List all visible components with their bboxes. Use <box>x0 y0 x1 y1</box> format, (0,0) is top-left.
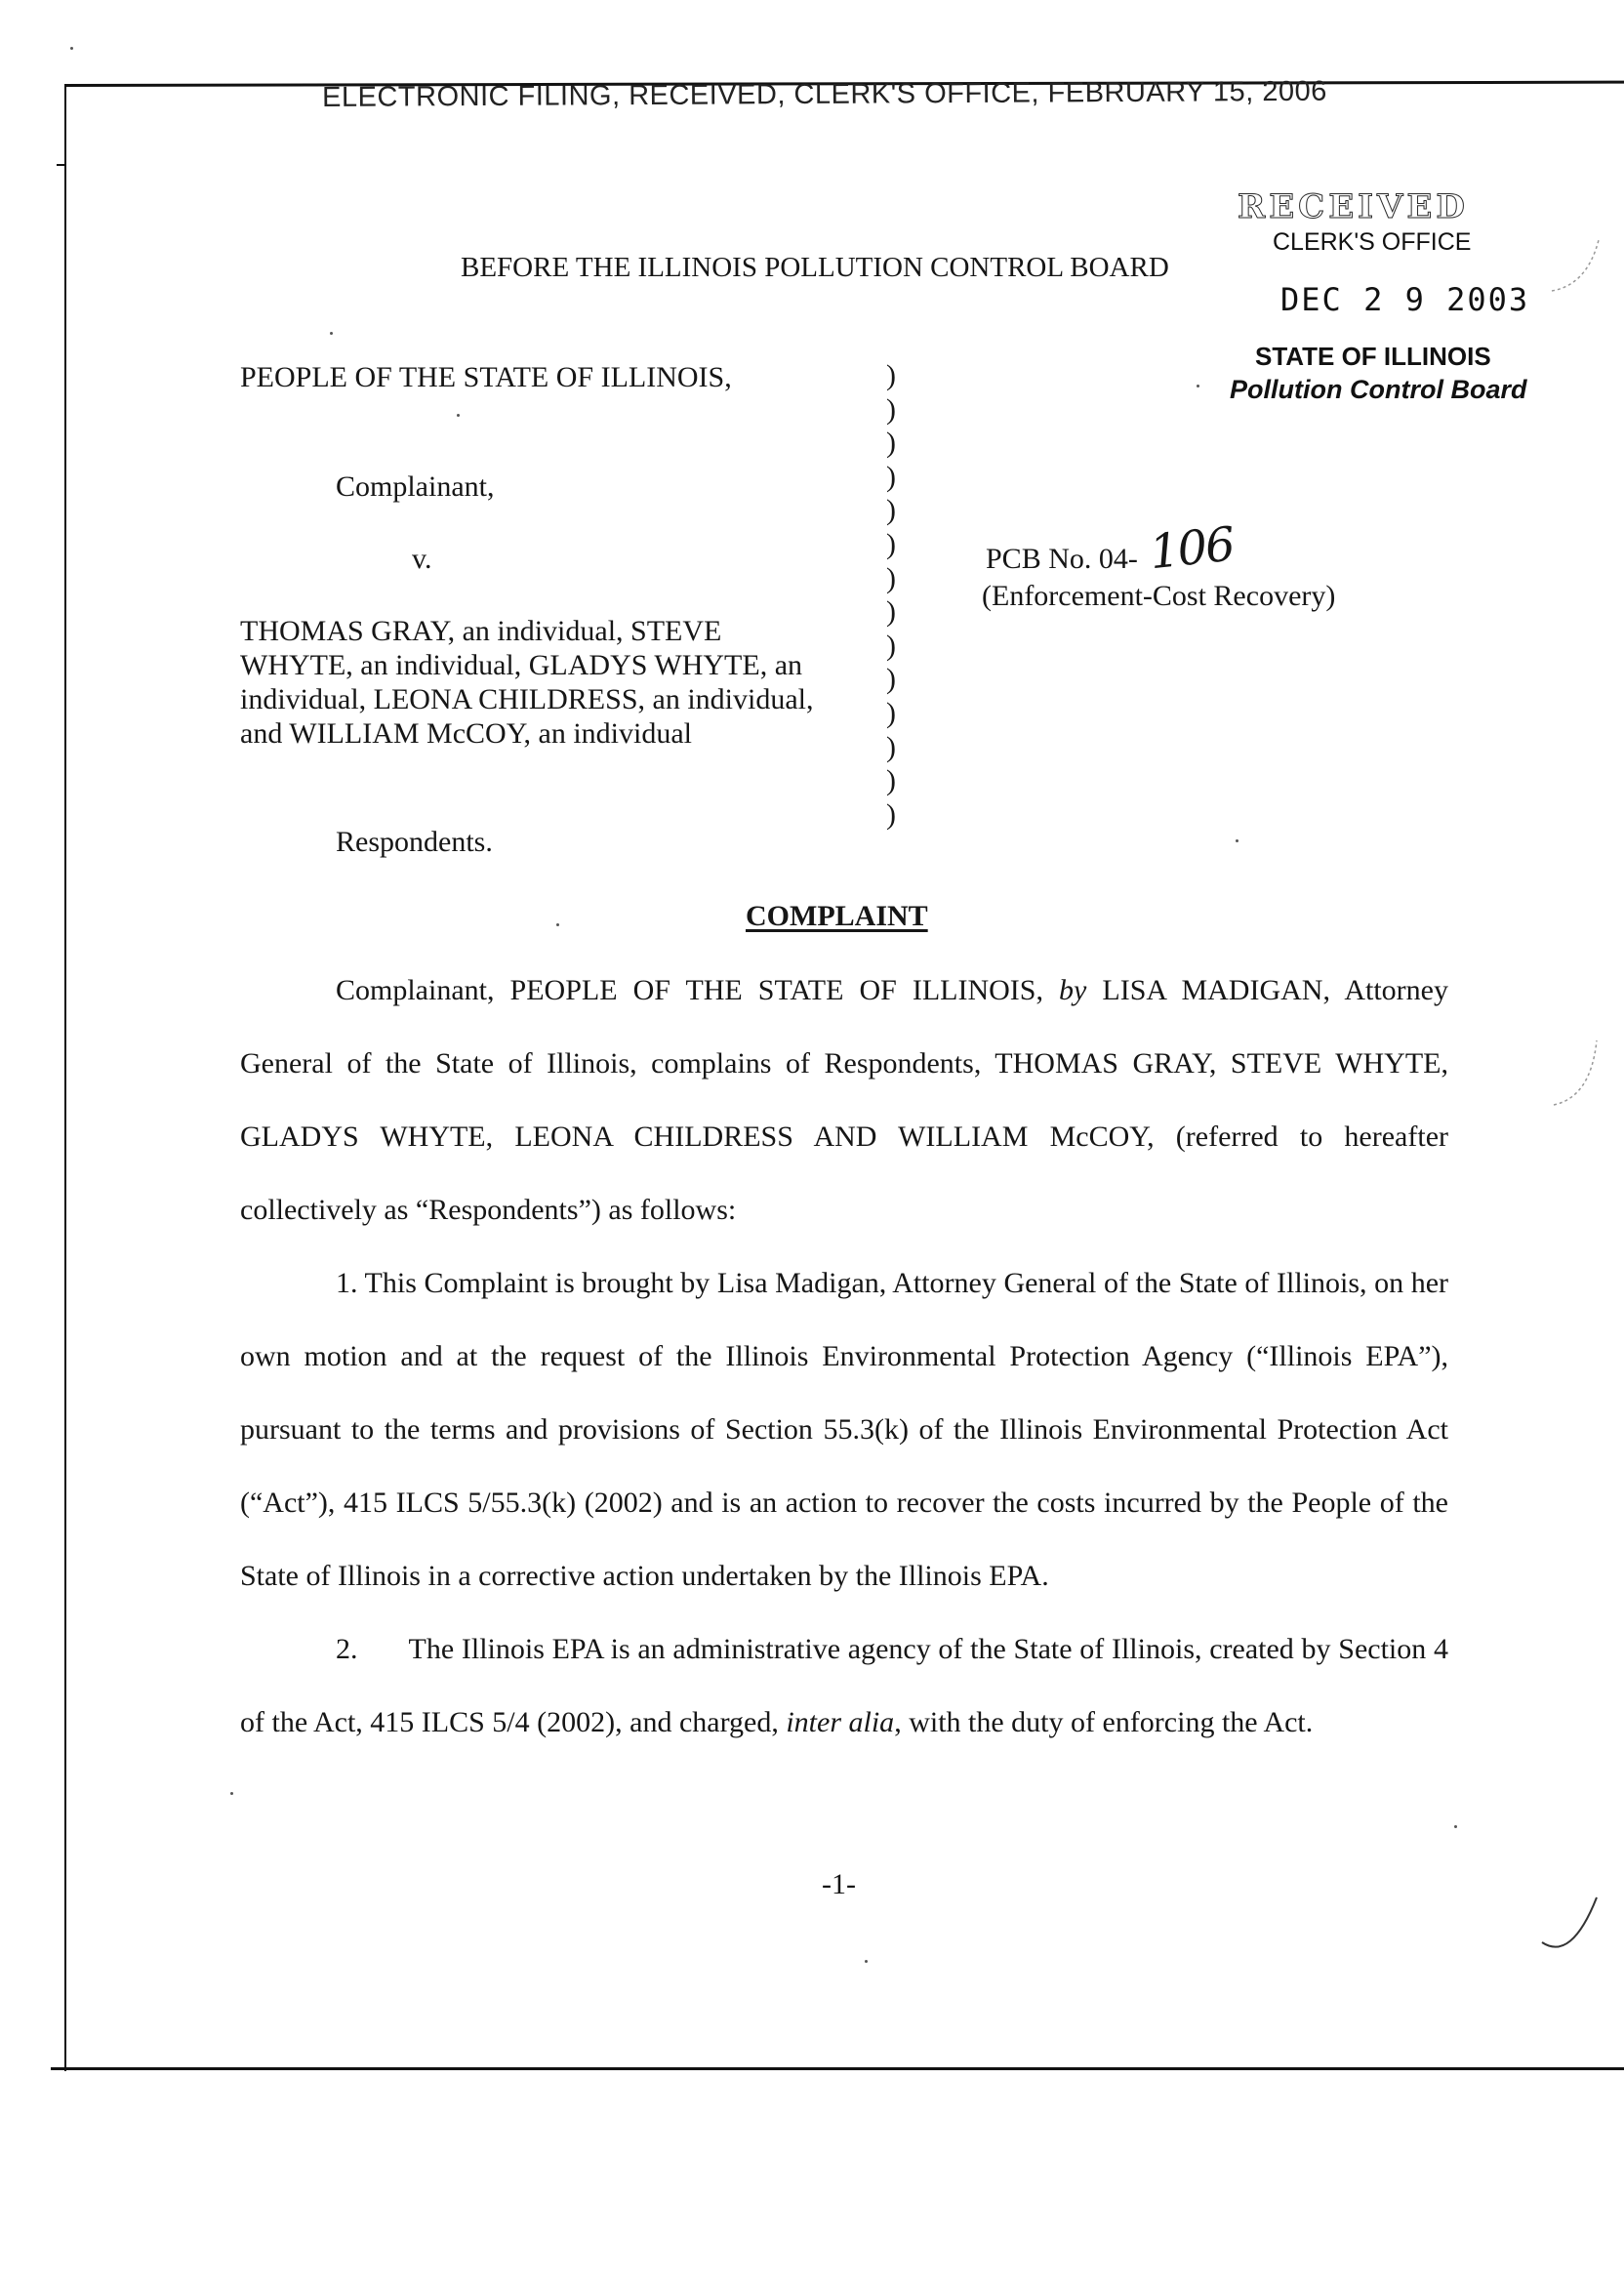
bottom-border-line <box>51 2067 1624 2070</box>
scan-speck <box>1197 385 1199 387</box>
scan-speck <box>556 923 559 926</box>
plaintiff-name: PEOPLE OF THE STATE OF ILLINOIS, <box>240 361 732 393</box>
pollution-control-board-label: Pollution Control Board <box>1230 375 1527 404</box>
defendants-line-2: WHYTE, an individual, GLADYS WHYTE, an <box>240 649 803 681</box>
caption-paren: ) <box>886 797 896 831</box>
defendants-line-1: THOMAS GRAY, an individual, STEVE <box>240 615 722 647</box>
caption-paren: ) <box>886 764 896 797</box>
caption-paren: ) <box>886 696 896 729</box>
received-stamp-title: RECEIVED <box>1238 187 1469 226</box>
scan-speck <box>457 414 460 417</box>
respondents-label: Respondents. <box>336 826 493 858</box>
scan-speck <box>1236 839 1238 842</box>
left-border-line <box>64 84 66 2071</box>
left-margin-mark <box>57 164 66 166</box>
scan-speck <box>70 47 73 50</box>
defendants-line-3: individual, LEONA CHILDRESS, an individual, <box>240 683 814 715</box>
electronic-filing-header: ELECTRONIC FILING, RECEIVED, CLERK'S OFFICE, FEBRUARY 15, 2006 <box>322 75 1327 113</box>
page-number: -1- <box>822 1868 856 1900</box>
case-number-handwritten: 106 <box>1147 516 1237 581</box>
caption-paren: ) <box>886 392 896 426</box>
intro-paragraph: Complainant, PEOPLE OF THE STATE OF ILLINOIS, by LISA MADIGAN, Attorney General of the State of Illinois, complains of Respondents, THOMAS GRAY, STEVE WHYTE, GLADYS WHYTE, LEONA CHILDRESS AND WILLIAM McCOY, (referred to hereafter collectively as “Respondents”) as follows: <box>240 974 1448 1226</box>
hole-punch-mark-top <box>1548 232 1606 301</box>
versus-label: v. <box>412 543 432 575</box>
caption-paren: ) <box>886 595 896 629</box>
complainant-label: Complainant, <box>336 470 495 503</box>
hole-punch-mark-middle <box>1548 1035 1606 1113</box>
hole-punch-mark-bottom <box>1538 1894 1606 1962</box>
complaint-heading: COMPLAINT <box>746 900 928 932</box>
caption-paren: ) <box>886 730 896 763</box>
caption-paren: ) <box>886 663 896 696</box>
paragraph-2: 2. The Illinois EPA is an administrative agency of the State of Illinois, created by Section 4 of the Act, 415 ILCS 5/4 (2002), and charged, inter alia, with the duty of enforcing the Act. <box>240 1633 1448 1738</box>
complaint-body <box>240 954 1448 1759</box>
case-type-label: (Enforcement-Cost Recovery) <box>982 580 1336 612</box>
caption-paren: ) <box>886 561 896 594</box>
caption-paren: ) <box>886 359 896 391</box>
state-of-illinois-label: STATE OF ILLINOIS <box>1255 342 1491 371</box>
caption-paren: ) <box>886 629 896 662</box>
caption-paren: ) <box>886 460 896 493</box>
board-title: BEFORE THE ILLINOIS POLLUTION CONTROL BOARD <box>461 252 1169 283</box>
caption-paren: ) <box>886 427 896 460</box>
scan-speck <box>330 332 333 335</box>
caption-paren: ) <box>886 527 896 560</box>
case-number-label: PCB No. 04- <box>986 543 1138 575</box>
caption-paren: ) <box>886 494 896 527</box>
scan-speck <box>230 1792 233 1795</box>
scan-speck <box>1454 1825 1457 1828</box>
caption-parenthesis-column <box>886 359 896 832</box>
received-date: DEC 2 9 2003 <box>1280 281 1530 318</box>
defendants-line-4: and WILLIAM McCOY, an individual <box>240 717 692 750</box>
paragraph-1: 1. This Complaint is brought by Lisa Madigan, Attorney General of the State of Illinois, on her own motion and at the request of the Illinois Environmental Protection Agency (“Illinois EPA”), pursuant to the terms and provisions of Section 55.3(k) of the Illinois Environmental Protection Act (“Act”), 415 ILCS 5/55.3(k) (2002) and is an action to recover the costs incurred by the People of the State of Illinois in a corrective action undertaken by the Illinois EPA. <box>240 1267 1448 1592</box>
clerks-office-label: CLERK'S OFFICE <box>1273 228 1472 256</box>
scan-speck <box>865 1960 868 1963</box>
